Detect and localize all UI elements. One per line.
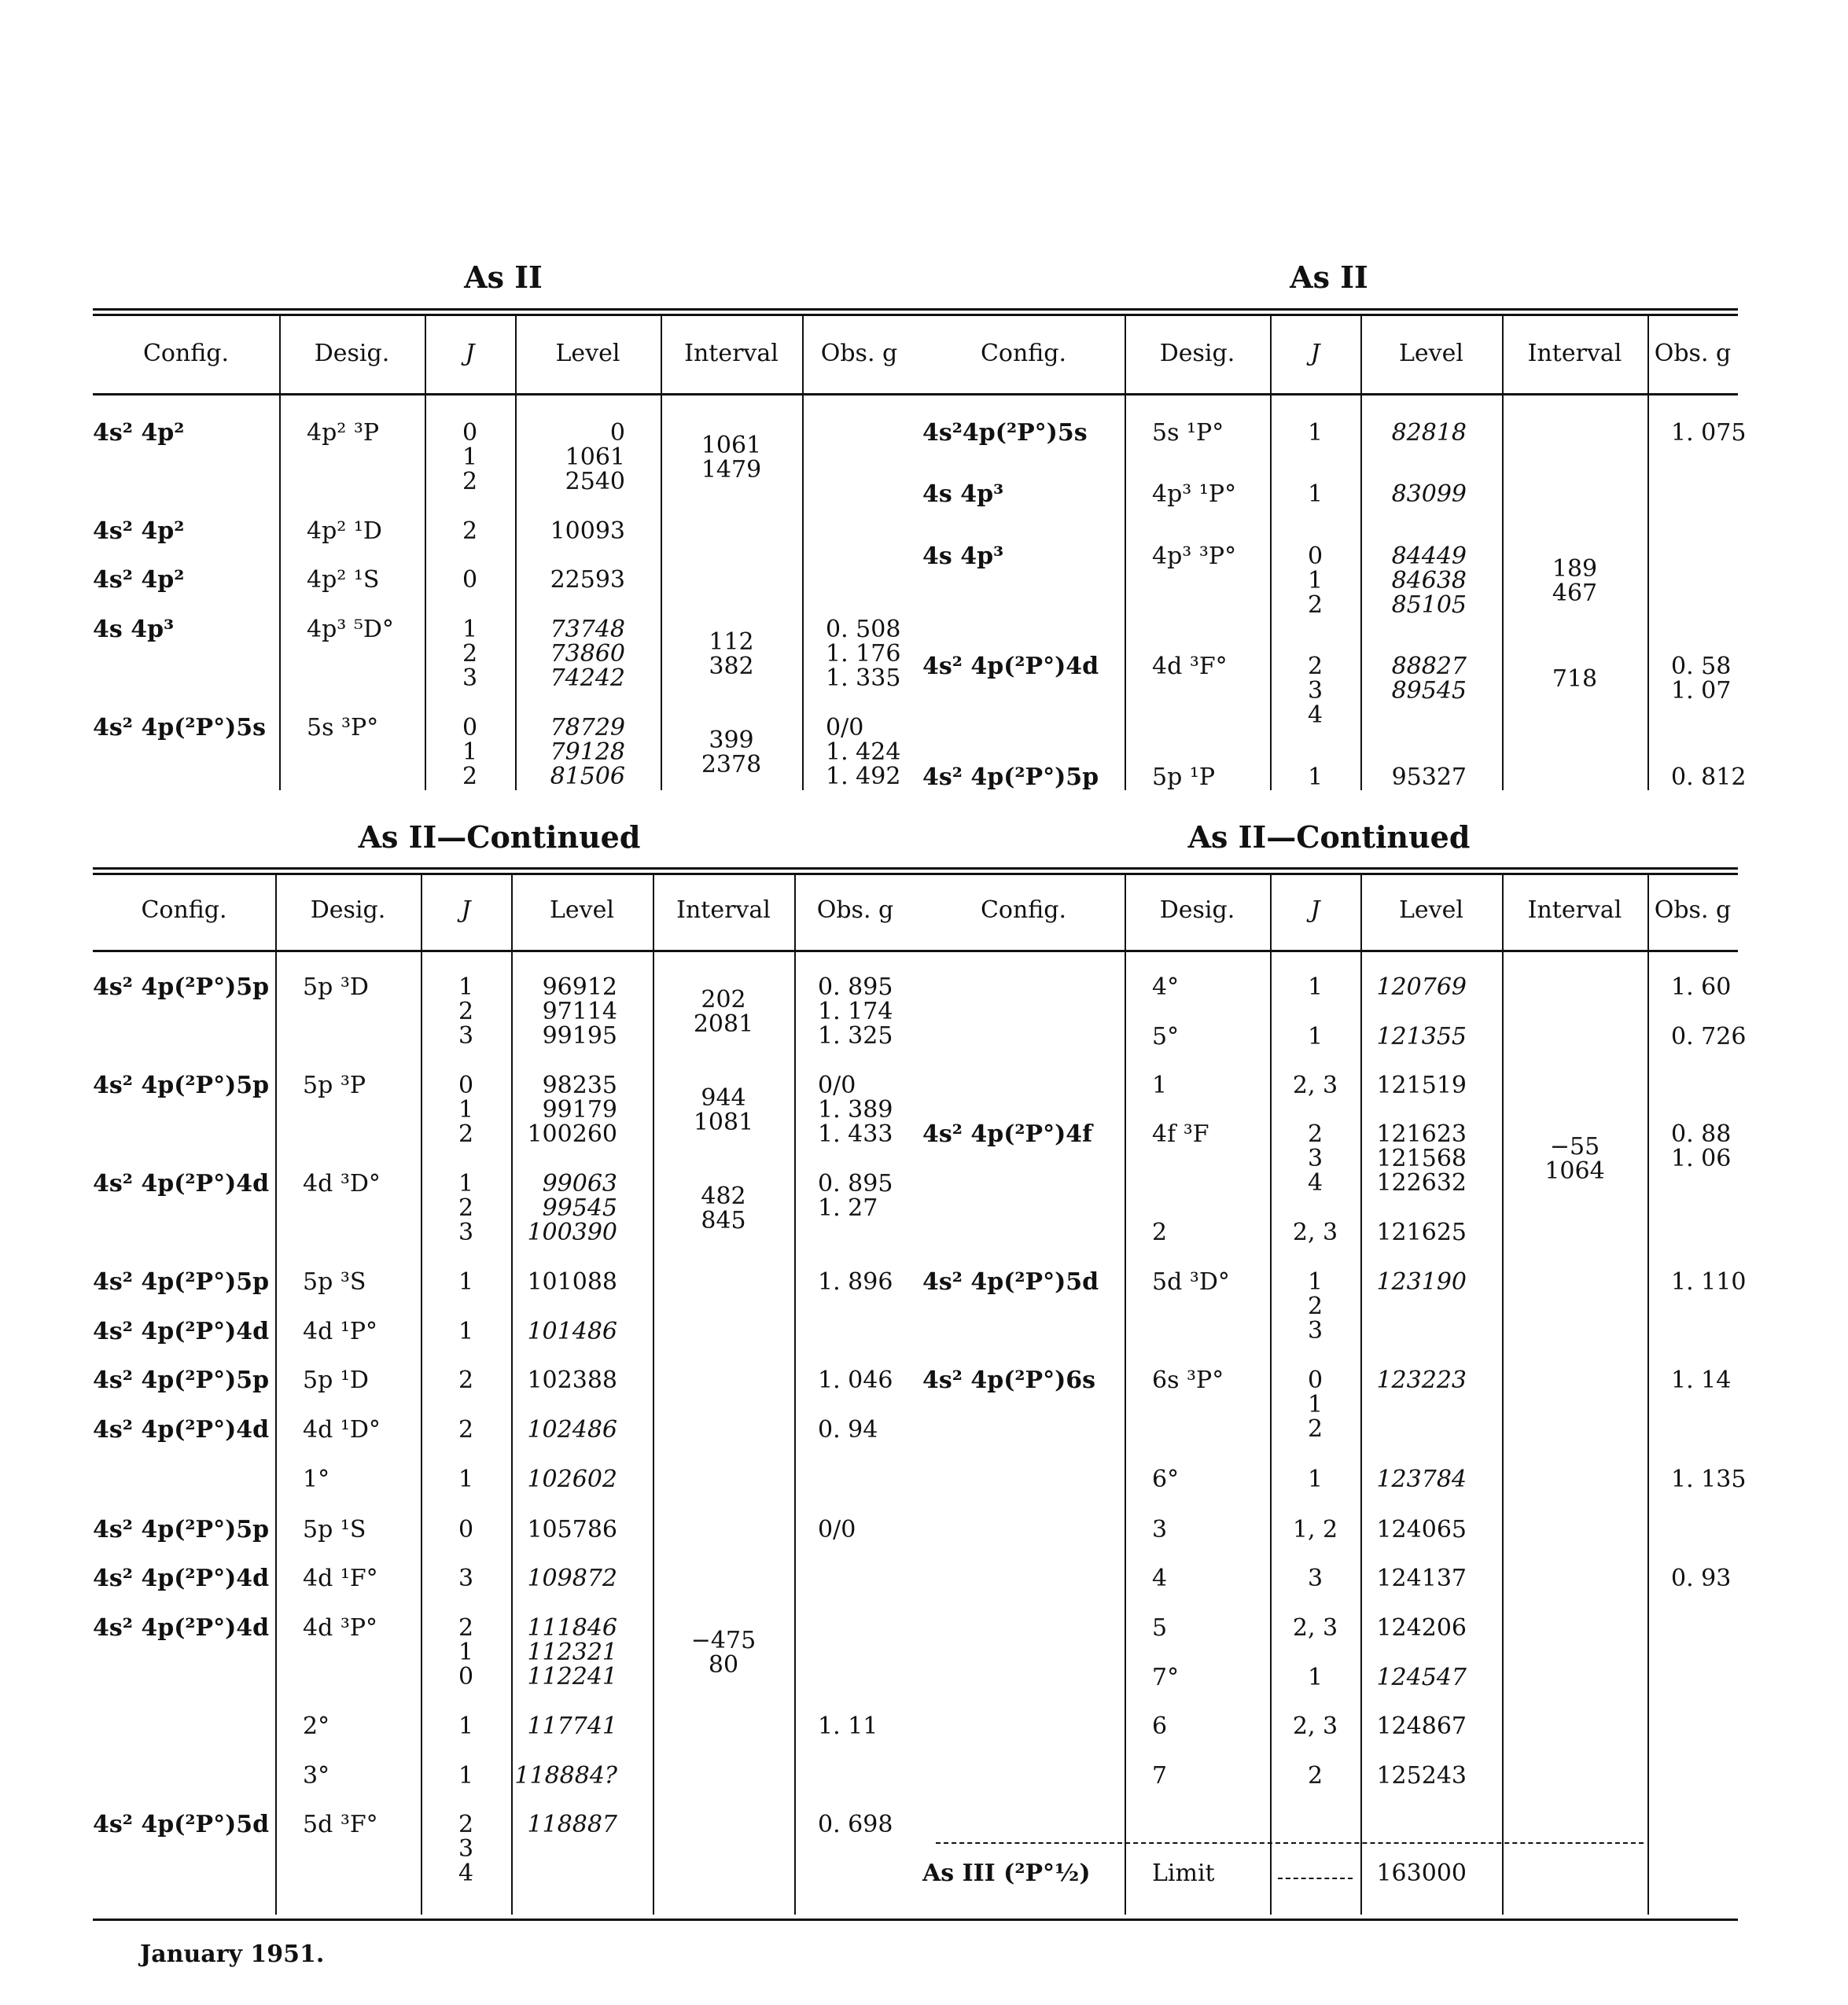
designation-cell: 5s ³P° — [307, 714, 379, 741]
level-cell: 121623 121568 122632 — [1376, 1120, 1467, 1197]
j-cell: 2 3 4 — [1307, 653, 1323, 729]
level-cell: 10093 — [550, 517, 625, 545]
column-header: Desig. — [1159, 896, 1235, 924]
config-cell: 4s² 4p(²P°)4d — [922, 653, 1099, 680]
designation-cell: 3° — [303, 1762, 330, 1790]
interval-cell: 202 2081 — [693, 986, 754, 1038]
obs-g-cell: 0/0 — [818, 1516, 856, 1543]
j-cell: 1 — [1307, 1023, 1323, 1050]
page-bottom-rule — [93, 1919, 1738, 1921]
interval-cell: 718 — [1552, 665, 1598, 693]
j-cell: 2 — [462, 517, 478, 545]
obs-g-cell: 0/0 1. 424 1. 492 — [826, 714, 901, 790]
designation-cell: 4p³ ³P° — [1152, 543, 1237, 570]
column-header: Interval — [1527, 340, 1622, 367]
level-cell: 78729 79128 81506 — [550, 714, 625, 790]
config-cell: 4s² 4p² — [93, 566, 185, 594]
column-header: Level — [555, 340, 620, 367]
config-cell: 4s 4p³ — [93, 616, 175, 643]
level-cell: 121625 — [1376, 1219, 1467, 1246]
designation-cell: 2 — [1152, 1219, 1168, 1246]
designation-cell: 4p³ ⁵D° — [307, 616, 394, 643]
column-header: Obs. g — [820, 340, 898, 367]
designation-cell: 6° — [1152, 1466, 1180, 1493]
obs-g-cell: 0. 93 — [1671, 1565, 1732, 1592]
designation-cell: 5d ³D° — [1152, 1268, 1230, 1296]
j-cell: 1 — [458, 1466, 474, 1493]
designation-cell: 5p ³D — [303, 973, 369, 1001]
obs-g-cell: 0. 895 1. 27 — [818, 1170, 893, 1222]
designation-cell: 4d ¹P° — [303, 1318, 378, 1345]
column-divider — [802, 315, 804, 790]
config-cell: 4s² 4p(²P°)5p — [93, 1268, 270, 1296]
designation-cell: 5p ¹P — [1152, 763, 1216, 791]
obs-g-cell: 1. 60 — [1671, 973, 1732, 1001]
obs-g-cell: 0/0 1. 389 1. 433 — [818, 1072, 893, 1148]
level-cell: 125243 — [1376, 1762, 1467, 1790]
column-divider — [275, 874, 277, 1915]
column-header: Config. — [141, 896, 227, 924]
config-cell: 4s² 4p(²P°)4f — [922, 1120, 1093, 1148]
column-header: Level — [550, 896, 614, 924]
column-header: Obs. g — [1654, 340, 1732, 367]
obs-g-cell: 1. 896 — [818, 1268, 893, 1296]
config-cell: 4s 4p³ — [922, 480, 1004, 508]
designation-cell: 5p ¹S — [303, 1516, 366, 1543]
designation-cell: 2° — [303, 1713, 330, 1740]
column-header: Desig. — [314, 340, 390, 367]
obs-g-cell: 1. 135 — [1671, 1466, 1747, 1493]
interval-cell: 944 1081 — [693, 1084, 754, 1136]
column-header: Config. — [980, 896, 1067, 924]
j-cell: 2, 3 — [1292, 1219, 1338, 1246]
column-divider — [1502, 874, 1504, 1915]
designation-cell: 4 — [1152, 1565, 1168, 1592]
level-cell: 118887 — [527, 1811, 617, 1838]
level-cell: 120769 — [1376, 973, 1467, 1001]
obs-g-cell: 1. 110 — [1671, 1268, 1747, 1296]
designation-cell: 5p ¹D — [303, 1367, 369, 1394]
limit-separator — [936, 1842, 1644, 1844]
level-cell: 121519 — [1376, 1072, 1467, 1099]
level-cell: 102486 — [527, 1416, 617, 1444]
table-title: As II—Continued — [358, 819, 641, 855]
j-cell: 0 1 2 — [462, 714, 478, 790]
obs-g-cell: 1. 11 — [818, 1713, 878, 1740]
level-cell: 105786 — [527, 1516, 617, 1543]
designation-cell: 4° — [1152, 973, 1180, 1001]
designation-cell: 5p ³S — [303, 1268, 366, 1296]
designation-cell: 4p² ³P — [307, 419, 380, 447]
config-cell: 4s 4p³ — [922, 543, 1004, 570]
j-cell: 2, 3 — [1292, 1614, 1338, 1642]
designation-cell: 5° — [1152, 1023, 1180, 1050]
config-cell: 4s²4p(²P°)5s — [922, 419, 1088, 447]
config-cell: 4s² 4p(²P°)5p — [93, 1367, 270, 1394]
obs-g-cell: 0. 88 1. 06 — [1671, 1120, 1732, 1172]
config-cell: 4s² 4p(²P°)4d — [93, 1565, 270, 1592]
j-cell: 1 — [1307, 1664, 1323, 1691]
j-cell: 1 — [1307, 973, 1323, 1001]
table-title: As II — [464, 259, 543, 295]
config-cell: 4s² 4p(²P°)6s — [922, 1367, 1096, 1394]
config-cell: 4s² 4p² — [93, 419, 185, 447]
level-cell: 123190 — [1376, 1268, 1467, 1296]
j-cell: 0 — [458, 1516, 474, 1543]
designation-cell: 6 — [1152, 1713, 1168, 1740]
level-cell: 117741 — [527, 1713, 617, 1740]
designation-cell: 4p² ¹S — [307, 566, 380, 594]
column-divider — [1502, 315, 1504, 790]
level-cell: 73748 73860 74242 — [550, 616, 625, 692]
level-cell: 123223 — [1376, 1367, 1467, 1394]
table-top-rule — [93, 867, 922, 875]
config-cell: 4s² 4p(²P°)5p — [93, 1072, 270, 1099]
interval-cell: 482 845 — [701, 1183, 746, 1234]
j-cell: 1 — [1307, 419, 1323, 447]
level-cell: 82818 — [1391, 419, 1467, 447]
level-cell: 109872 — [527, 1565, 617, 1592]
level-cell: 124137 — [1376, 1565, 1467, 1592]
header-rule — [93, 950, 922, 952]
column-header: Obs. g — [816, 896, 894, 924]
level-cell: 98235 99179 100260 — [527, 1072, 617, 1148]
column-header: Interval — [684, 340, 779, 367]
config-cell: 4s² 4p(²P°)4d — [93, 1170, 270, 1197]
level-cell: 84449 84638 85105 — [1391, 543, 1467, 619]
column-divider — [1647, 315, 1649, 790]
designation-cell: 5s ¹P° — [1152, 419, 1224, 447]
obs-g-cell: 0. 812 — [1671, 763, 1747, 791]
interval-cell: −55 1064 — [1544, 1133, 1605, 1185]
obs-g-cell: 1. 075 — [1671, 419, 1747, 447]
column-header: Config. — [142, 340, 230, 367]
level-cell: 124547 — [1376, 1664, 1467, 1691]
j-cell: 2 3 4 — [458, 1811, 474, 1887]
config-cell: 4s² 4p(²P°)4d — [93, 1614, 270, 1642]
footer-date: January 1951. — [140, 1941, 325, 1968]
table-title: As II — [1290, 259, 1368, 295]
config-cell: 4s² 4p(²P°)4d — [93, 1318, 270, 1345]
level-cell: 118884? — [514, 1762, 617, 1790]
interval-cell: 189 467 — [1552, 555, 1598, 607]
column-header: J — [461, 896, 471, 924]
table-top-rule — [922, 308, 1738, 316]
j-cell: 2 3 4 — [1307, 1120, 1323, 1197]
level-cell: 88827 89545 — [1391, 653, 1467, 705]
designation-cell: 4d ³F° — [1152, 653, 1228, 680]
config-cell: 4s² 4p(²P°)5p — [93, 1516, 270, 1543]
column-header: Config. — [980, 340, 1067, 367]
designation-cell: 4d ¹F° — [303, 1565, 378, 1592]
header-rule — [93, 393, 922, 395]
j-cell: 2 — [458, 1367, 474, 1394]
column-header: Interval — [676, 896, 771, 924]
config-cell: 4s² 4p(²P°)5s — [93, 714, 267, 741]
j-cell: 2 — [1307, 1762, 1323, 1790]
designation-cell: 7 — [1152, 1762, 1168, 1790]
config-cell: 4s² 4p(²P°)5d — [93, 1811, 270, 1838]
header-rule — [922, 393, 1738, 395]
level-cell: 123784 — [1376, 1466, 1467, 1493]
designation-cell: 1 — [1152, 1072, 1168, 1099]
designation-cell: Limit — [1152, 1860, 1215, 1887]
j-cell: 0 1 2 — [462, 419, 478, 495]
level-cell: 101088 — [527, 1268, 617, 1296]
column-header: Level — [1399, 896, 1463, 924]
j-cell: 2, 3 — [1292, 1713, 1338, 1740]
column-header: Desig. — [310, 896, 386, 924]
level-cell: 95327 — [1391, 763, 1467, 791]
level-cell: 96912 97114 99195 — [542, 973, 617, 1050]
table-top-rule — [922, 867, 1738, 875]
j-cell: 3 — [458, 1565, 474, 1592]
designation-cell: 4p³ ¹P° — [1152, 480, 1237, 508]
level-cell: 102388 — [527, 1367, 617, 1394]
j-cell: 1 — [458, 1318, 474, 1345]
obs-g-cell: 0. 726 — [1671, 1023, 1747, 1050]
level-cell: 124206 — [1376, 1614, 1467, 1642]
designation-cell: 4p² ¹D — [307, 517, 382, 545]
column-header: Desig. — [1159, 340, 1235, 367]
column-header: Obs. g — [1654, 896, 1732, 924]
j-cell: 1 — [458, 1268, 474, 1296]
obs-g-cell: 0. 94 — [818, 1416, 878, 1444]
column-header: Level — [1399, 340, 1463, 367]
level-cell: 102602 — [527, 1466, 617, 1493]
column-divider — [1125, 874, 1126, 1915]
column-header: Interval — [1527, 896, 1622, 924]
level-cell: 0 1061 2540 — [565, 419, 625, 495]
j-cell: 1 — [1307, 1466, 1323, 1493]
obs-g-cell: 0. 698 — [818, 1811, 893, 1838]
level-cell: 121355 — [1376, 1023, 1467, 1050]
designation-cell: 6s ³P° — [1152, 1367, 1224, 1394]
level-cell: 124065 — [1376, 1516, 1467, 1543]
j-cell: 0 — [462, 566, 478, 594]
j-cell: 0 1 2 — [1307, 543, 1323, 619]
designation-cell: 4d ¹D° — [303, 1416, 381, 1444]
level-cell: 99063 99545 100390 — [527, 1170, 617, 1246]
column-divider — [794, 874, 796, 1915]
column-header: J — [1310, 896, 1320, 924]
j-cell: 3 — [1307, 1565, 1323, 1592]
config-cell: 4s² 4p(²P°)5p — [93, 973, 270, 1001]
j-cell: 2, 3 — [1292, 1072, 1338, 1099]
level-cell: 22593 — [550, 566, 625, 594]
obs-g-cell: 1. 046 — [818, 1367, 893, 1394]
interval-cell: −475 80 — [690, 1627, 757, 1679]
designation-cell: 3 — [1152, 1516, 1168, 1543]
j-cell: 1, 2 — [1292, 1516, 1338, 1543]
level-cell: 124867 — [1376, 1713, 1467, 1740]
obs-g-cell: 0. 895 1. 174 1. 325 — [818, 973, 893, 1050]
config-cell: As III (²P°½) — [922, 1860, 1091, 1887]
designation-cell: 4d ³P° — [303, 1614, 378, 1642]
j-cell: 1 2 3 — [462, 616, 478, 692]
designation-cell: 5p ³P — [303, 1072, 366, 1099]
obs-g-cell: 0. 508 1. 176 1. 335 — [826, 616, 901, 692]
config-cell: 4s² 4p² — [93, 517, 185, 545]
interval-cell: 399 2378 — [701, 727, 762, 778]
interval-cell: 112 382 — [709, 628, 754, 680]
j-cell: 1 — [1307, 763, 1323, 791]
level-cell: 163000 — [1376, 1860, 1467, 1887]
j-cell: 1 2 3 — [1307, 1268, 1323, 1345]
level-cell: 83099 — [1391, 480, 1467, 508]
designation-cell: 7° — [1152, 1664, 1180, 1691]
config-cell: 4s² 4p(²P°)5d — [922, 1268, 1099, 1296]
limit-j-dash — [1278, 1878, 1353, 1879]
level-cell: 101486 — [527, 1318, 617, 1345]
config-cell: 4s² 4p(²P°)4d — [93, 1416, 270, 1444]
column-header: J — [465, 340, 475, 367]
j-cell: 2 1 0 — [458, 1614, 474, 1690]
interval-cell: 1061 1479 — [701, 432, 762, 484]
j-cell: 0 1 2 — [1307, 1367, 1323, 1443]
header-rule — [922, 950, 1738, 952]
column-divider — [1125, 315, 1126, 790]
j-cell: 2 — [458, 1416, 474, 1444]
designation-cell: 5d ³F° — [303, 1811, 378, 1838]
config-cell: 4s² 4p(²P°)5p — [922, 763, 1099, 791]
column-divider — [661, 315, 662, 790]
table-title: As II—Continued — [1187, 819, 1471, 855]
j-cell: 1 — [458, 1713, 474, 1740]
designation-cell: 4d ³D° — [303, 1170, 381, 1197]
j-cell: 1 2 3 — [458, 973, 474, 1050]
designation-cell: 1° — [303, 1466, 330, 1493]
obs-g-cell: 0. 58 1. 07 — [1671, 653, 1732, 705]
table-top-rule — [93, 308, 922, 316]
j-cell: 1 — [458, 1762, 474, 1790]
obs-g-cell: 1. 14 — [1671, 1367, 1732, 1394]
j-cell: 1 2 3 — [458, 1170, 474, 1246]
designation-cell: 4f ³F — [1152, 1120, 1209, 1148]
column-divider — [1647, 874, 1649, 1915]
level-cell: 111846 112321 112241 — [527, 1614, 617, 1690]
j-cell: 0 1 2 — [458, 1072, 474, 1148]
j-cell: 1 — [1307, 480, 1323, 508]
column-header: J — [1310, 340, 1320, 367]
designation-cell: 5 — [1152, 1614, 1168, 1642]
column-divider — [279, 315, 281, 790]
